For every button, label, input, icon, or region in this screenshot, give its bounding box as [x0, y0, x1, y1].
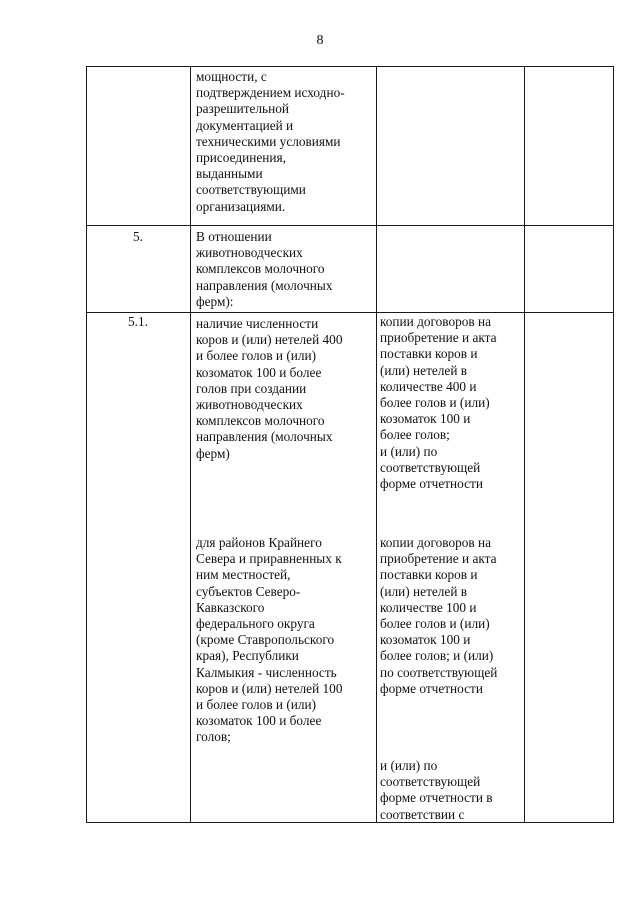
- table-right-border: [613, 66, 614, 823]
- row3-criterion-a: [196, 316, 342, 462]
- text-line: приобретение и акта: [380, 330, 497, 346]
- text-line: и (или) по: [380, 758, 438, 773]
- text-line: ферм): [196, 445, 230, 461]
- text-line: приобретение и акта: [380, 551, 497, 567]
- text-line: присоединения,: [196, 150, 286, 166]
- text-line: количестве 100 и: [380, 599, 477, 615]
- column-divider-1: [190, 66, 191, 823]
- row3-number: 5.1.: [128, 314, 148, 329]
- text-line: форме отчетности в: [380, 790, 493, 806]
- text-line: козоматок 100 и: [380, 632, 471, 648]
- text-line: и более голов и (или): [196, 348, 317, 364]
- text-line: количестве 400 и: [380, 378, 477, 394]
- text-line: комплексов молочного: [196, 413, 325, 429]
- row3-documents-b: [380, 535, 497, 697]
- text-line: форме отчетности: [380, 476, 483, 492]
- text-line: поставки коров и: [380, 567, 478, 583]
- text-line: коров и (или) нетелей 100: [196, 680, 343, 696]
- text-line: Севера и приравненных к: [196, 551, 342, 567]
- text-line: ферм):: [196, 293, 234, 309]
- text-line: (кроме Ставропольского: [196, 632, 335, 648]
- text-line: мощности, с: [196, 69, 267, 84]
- text-line: и (или) по: [380, 443, 438, 459]
- text-line: соответствующими: [196, 182, 306, 198]
- text-line: субъектов Северо-: [196, 583, 301, 599]
- table-bottom-border: [86, 822, 614, 823]
- row3-documents-a: [380, 314, 497, 492]
- text-line: комплексов молочного: [196, 261, 325, 277]
- row2-criterion-cell: [196, 229, 332, 310]
- text-line: более голов;: [380, 427, 450, 443]
- text-line: подтверждением исходно-: [196, 85, 345, 101]
- text-line: соответствующей: [380, 774, 481, 790]
- text-line: животноводческих: [196, 245, 303, 261]
- text-line: козоматок 100 и более: [196, 364, 322, 380]
- row2-number: 5.: [133, 229, 143, 244]
- text-line: (или) нетелей в: [380, 583, 468, 599]
- text-line: копии договоров на: [380, 535, 492, 550]
- column-divider-2: [376, 66, 377, 823]
- text-line: направления (молочных: [196, 429, 333, 445]
- text-line: и более голов и (или): [196, 697, 317, 713]
- row-separator-1: [86, 225, 614, 226]
- criteria-table: [86, 66, 614, 823]
- text-line: документацией и: [196, 117, 294, 133]
- text-line: направления (молочных: [196, 277, 333, 293]
- text-line: организациями.: [196, 198, 286, 214]
- row-separator-2: [86, 312, 614, 313]
- text-line: более голов и (или): [380, 395, 490, 411]
- text-line: голов;: [196, 729, 231, 745]
- text-line: В отношении: [196, 229, 272, 244]
- text-line: Калмыкия - численность: [196, 664, 337, 680]
- text-line: выданными: [196, 166, 263, 182]
- text-line: наличие численности: [196, 316, 319, 331]
- text-line: животноводческих: [196, 397, 303, 413]
- text-line: копии договоров на: [380, 314, 492, 329]
- row3-documents-c: [380, 758, 493, 823]
- table-top-border: [86, 66, 614, 67]
- text-line: техническими условиями: [196, 133, 341, 149]
- text-line: козоматок 100 и: [380, 411, 471, 427]
- text-line: ним местностей,: [196, 567, 291, 583]
- column-divider-3: [524, 66, 525, 823]
- text-line: для районов Крайнего: [196, 535, 322, 550]
- text-line: поставки коров и: [380, 346, 478, 362]
- text-line: более голов и (или): [380, 616, 490, 632]
- table-left-border: [86, 66, 87, 823]
- text-line: края), Республики: [196, 648, 299, 664]
- text-line: Кавказского: [196, 599, 265, 615]
- text-line: соответствующей: [380, 459, 481, 475]
- text-line: (или) нетелей в: [380, 362, 468, 378]
- page-number: 8: [316, 33, 324, 48]
- text-line: по соответствующей: [380, 664, 498, 680]
- row1-criterion-cell: [196, 69, 345, 215]
- text-line: голов при создании: [196, 380, 307, 396]
- text-line: разрешительной: [196, 101, 290, 117]
- text-line: федерального округа: [196, 616, 315, 632]
- text-line: коров и (или) нетелей 400: [196, 332, 343, 348]
- row3-criterion-b: [196, 535, 342, 746]
- text-line: козоматок 100 и более: [196, 713, 322, 729]
- text-line: более голов; и (или): [380, 648, 494, 664]
- text-line: соответствии с: [380, 806, 465, 822]
- text-line: форме отчетности: [380, 680, 483, 696]
